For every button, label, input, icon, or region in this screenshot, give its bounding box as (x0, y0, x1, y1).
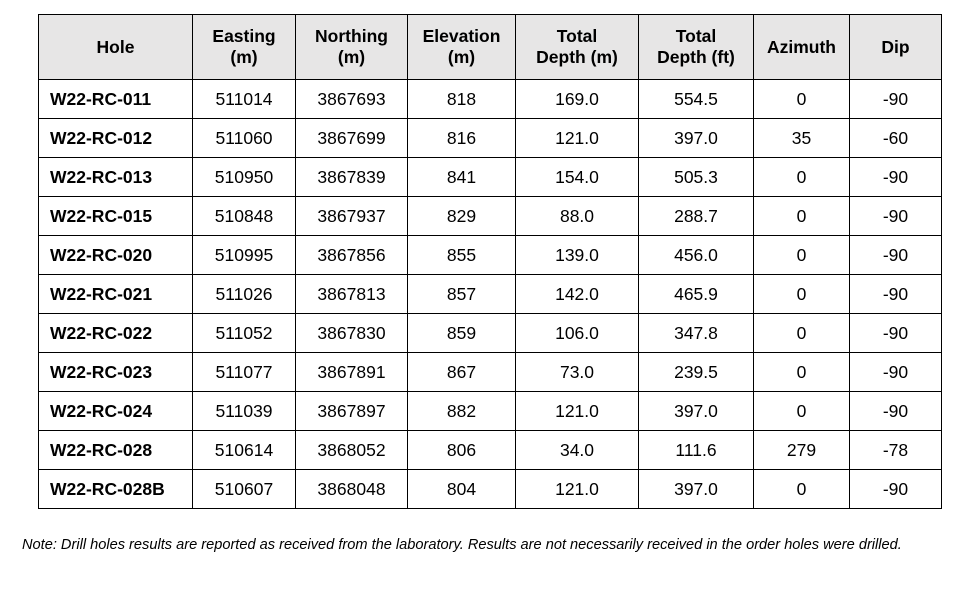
cell-easting: 510614 (193, 431, 296, 470)
cell-northing: 3868048 (296, 470, 408, 509)
cell-hole: W22-RC-011 (39, 80, 193, 119)
cell-easting: 510995 (193, 236, 296, 275)
cell-northing: 3867839 (296, 158, 408, 197)
column-header-line: Northing (315, 26, 388, 46)
cell-hole: W22-RC-024 (39, 392, 193, 431)
column-header-line: Depth (ft) (657, 47, 735, 67)
cell-hole: W22-RC-023 (39, 353, 193, 392)
cell-hole: W22-RC-028B (39, 470, 193, 509)
table-row (39, 314, 942, 353)
cell-easting: 511060 (193, 119, 296, 158)
column-header-line: (m) (230, 47, 258, 67)
cell-hole: W22-RC-012 (39, 119, 193, 158)
cell-hole: W22-RC-021 (39, 275, 193, 314)
table-row (39, 80, 942, 119)
cell-elevation: 806 (408, 431, 516, 470)
column-header-total-depth-m (516, 15, 639, 80)
cell-elevation: 882 (408, 392, 516, 431)
column-header-dip (850, 15, 942, 80)
cell-elevation: 818 (408, 80, 516, 119)
cell-easting: 510607 (193, 470, 296, 509)
cell-elevation: 841 (408, 158, 516, 197)
column-header-total-depth-ft (639, 15, 754, 80)
cell-total-depth-m: 34.0 (516, 431, 639, 470)
column-header-line: Dip (881, 36, 910, 57)
table-row (39, 353, 942, 392)
cell-dip: -90 (850, 314, 942, 353)
cell-total-depth-m: 142.0 (516, 275, 639, 314)
cell-northing: 3868052 (296, 431, 408, 470)
column-header-line: Total (675, 26, 717, 46)
cell-elevation: 857 (408, 275, 516, 314)
column-header-line: (m) (337, 47, 366, 67)
column-header-elevation (408, 15, 516, 80)
table-body (39, 80, 942, 509)
cell-dip: -90 (850, 353, 942, 392)
cell-total-depth-m: 169.0 (516, 80, 639, 119)
cell-easting: 511077 (193, 353, 296, 392)
cell-elevation: 859 (408, 314, 516, 353)
table-row (39, 158, 942, 197)
cell-hole: W22-RC-015 (39, 197, 193, 236)
cell-dip: -90 (850, 80, 942, 119)
cell-northing: 3867891 (296, 353, 408, 392)
column-header-line: (m) (447, 47, 476, 67)
cell-total-depth-m: 121.0 (516, 470, 639, 509)
cell-total-depth-ft: 456.0 (639, 236, 754, 275)
column-header-line: Depth (m) (536, 47, 618, 67)
cell-total-depth-ft: 554.5 (639, 80, 754, 119)
cell-northing: 3867937 (296, 197, 408, 236)
cell-dip: -78 (850, 431, 942, 470)
cell-total-depth-ft: 397.0 (639, 392, 754, 431)
cell-hole: W22-RC-013 (39, 158, 193, 197)
column-header-easting (193, 15, 296, 80)
column-header-line: Hole (96, 36, 135, 57)
column-header-azimuth (754, 15, 850, 80)
cell-azimuth: 0 (754, 158, 850, 197)
table-row (39, 119, 942, 158)
header-row (39, 15, 942, 80)
column-header-northing (296, 15, 408, 80)
cell-total-depth-m: 121.0 (516, 392, 639, 431)
cell-total-depth-m: 88.0 (516, 197, 639, 236)
cell-northing: 3867830 (296, 314, 408, 353)
cell-easting: 511039 (193, 392, 296, 431)
cell-northing: 3867813 (296, 275, 408, 314)
cell-azimuth: 0 (754, 275, 850, 314)
cell-elevation: 829 (408, 197, 516, 236)
cell-total-depth-m: 106.0 (516, 314, 639, 353)
table-row (39, 431, 942, 470)
cell-total-depth-m: 139.0 (516, 236, 639, 275)
cell-total-depth-m: 121.0 (516, 119, 639, 158)
table-row (39, 470, 942, 509)
cell-dip: -90 (850, 392, 942, 431)
cell-total-depth-m: 154.0 (516, 158, 639, 197)
cell-azimuth: 0 (754, 236, 850, 275)
cell-total-depth-m: 73.0 (516, 353, 639, 392)
cell-dip: -90 (850, 158, 942, 197)
cell-northing: 3867693 (296, 80, 408, 119)
cell-total-depth-ft: 505.3 (639, 158, 754, 197)
drill-hole-table (38, 14, 942, 509)
table-row (39, 197, 942, 236)
column-header-line: Easting (212, 26, 276, 46)
cell-easting: 510848 (193, 197, 296, 236)
cell-total-depth-ft: 397.0 (639, 470, 754, 509)
cell-total-depth-ft: 465.9 (639, 275, 754, 314)
column-header-line: Elevation (422, 26, 501, 46)
cell-azimuth: 0 (754, 470, 850, 509)
cell-hole: W22-RC-020 (39, 236, 193, 275)
table-row (39, 236, 942, 275)
cell-azimuth: 0 (754, 197, 850, 236)
cell-hole: W22-RC-028 (39, 431, 193, 470)
cell-dip: -90 (850, 275, 942, 314)
cell-azimuth: 279 (754, 431, 850, 470)
table-row (39, 392, 942, 431)
cell-elevation: 867 (408, 353, 516, 392)
column-header-line: Azimuth (766, 36, 837, 57)
cell-total-depth-ft: 347.8 (639, 314, 754, 353)
cell-dip: -90 (850, 470, 942, 509)
cell-dip: -90 (850, 236, 942, 275)
cell-easting: 510950 (193, 158, 296, 197)
table-row (39, 275, 942, 314)
cell-easting: 511026 (193, 275, 296, 314)
cell-easting: 511014 (193, 80, 296, 119)
cell-total-depth-ft: 397.0 (639, 119, 754, 158)
cell-elevation: 804 (408, 470, 516, 509)
footnote: Note: Drill holes results are reported as received from the laboratory. Results are not necessarily received in the order holes were drilled. (22, 537, 902, 553)
cell-dip: -60 (850, 119, 942, 158)
cell-elevation: 816 (408, 119, 516, 158)
cell-azimuth: 0 (754, 353, 850, 392)
table-header (39, 15, 942, 80)
cell-easting: 511052 (193, 314, 296, 353)
cell-northing: 3867897 (296, 392, 408, 431)
cell-elevation: 855 (408, 236, 516, 275)
cell-total-depth-ft: 239.5 (639, 353, 754, 392)
cell-total-depth-ft: 288.7 (639, 197, 754, 236)
cell-dip: -90 (850, 197, 942, 236)
cell-total-depth-ft: 111.6 (639, 431, 754, 470)
cell-azimuth: 35 (754, 119, 850, 158)
column-header-line: Total (556, 26, 598, 46)
cell-azimuth: 0 (754, 314, 850, 353)
cell-northing: 3867699 (296, 119, 408, 158)
cell-azimuth: 0 (754, 80, 850, 119)
column-header-hole (39, 15, 193, 80)
cell-hole: W22-RC-022 (39, 314, 193, 353)
cell-azimuth: 0 (754, 392, 850, 431)
cell-northing: 3867856 (296, 236, 408, 275)
